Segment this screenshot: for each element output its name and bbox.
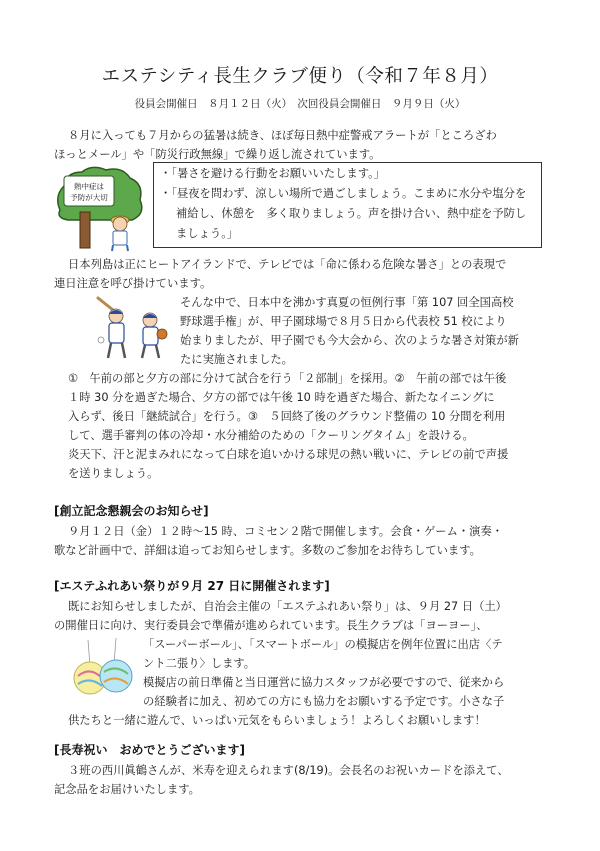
yoyo-balloons-illustration (66, 636, 142, 702)
festival-line-7: 供たちと一緒に遊んで、いっぱい元気をもらいましょう！よろしくお願いします！ (68, 714, 486, 727)
festival-line-5: 模擬店の前日準備と当日運営に協力スタッフが必要ですので、従来から (143, 676, 505, 689)
koshien-line-7: 入らず、後日「継続試合」を行う。③ ５回終了後のグラウンド整備の 10 分間を利用 (68, 410, 506, 423)
anniversary-line-1: ９月１２日（金）１２時～15 時、コミセン２階で開催します。会食・ゲーム・演奏・ (68, 525, 504, 538)
notice-line-1: ・「暑さを避ける行動をお願いいたします。」 (160, 167, 386, 180)
section-heading-festival: [エステふれあい祭りが９月 27 日に開催されます] (54, 579, 330, 593)
festival-line-1: 既にお知らせしましたが、自治会主催の「エステふれあい祭り」は、９月 27 日（土） (68, 600, 507, 613)
longevity-line-2: 記念品をお届けいたします。 (54, 783, 200, 796)
koshien-line-5: ① 午前の部と夕方の部に分けて試合を行う「２部制」を採用。② 午前の部では午後 (68, 372, 507, 385)
heat-line-2: 連日注意を呼び掛けています。 (54, 277, 212, 290)
sign-text-1: 熱中症は (74, 182, 104, 191)
longevity-line-1: ３班の西川眞鶴さんが、米寿を迎えられます(8/19)。会長名のお祝いカードを添えて、 (68, 764, 509, 777)
notice-line-2: ・「昼夜を問わず、涼しい場所で過ごしましょう。こまめに水分や塩分を (160, 187, 527, 200)
koshien-line-3: 始まりましたが、甲子園でも今大会から、次のような暑さ対策が新 (180, 334, 519, 347)
meeting-dates: 役員会開催日 ８月１２日（火） 次回役員会開催日 ９月９日（火） (134, 98, 466, 110)
section-heading-longevity: [長寿祝い おめでとうございます] (54, 743, 245, 757)
heat-line-1: 日本列島は正にヒートアイランドで、テレビでは「命に係わる危険な暑さ」との表現で (68, 258, 507, 271)
festival-line-2: の開催日に向け、実行委員会で準備が進められています。長生クラブは「ヨーヨー」、 (54, 619, 488, 632)
koshien-line-1: そんな中で、日本中を沸かす真夏の恒例行事「第 107 回全国高校 (180, 296, 514, 309)
intro-line-2: ほっとメール」や「防災行政無線」で繰り返し流されています。 (54, 148, 381, 161)
intro-line-1: ８月に入っても７月からの猛暑は続き、ほぼ毎日熱中症警戒アラートが「ところざわ (68, 129, 497, 142)
notice-line-3: 補給し、休憩を 多く取りましょう。声を掛け合い、熱中症を予防し (176, 207, 527, 220)
heatstroke-notice-box (153, 162, 542, 248)
baseball-players-illustration (92, 290, 176, 362)
koshien-line-9: 炎天下、汗と泥まみれになって白球を追いかける球児の熱い戦いに、テレビの前で声援 (68, 448, 509, 461)
anniversary-line-2: 歌など計画中で、詳細は追ってお知らせします。多数のご参加をお待ちしています。 (54, 544, 481, 557)
festival-line-3: 「スーパーボール」、「スマートボール」の模擬店を例年位置に出店〈テ (143, 638, 503, 651)
heatstroke-tree-illustration (52, 162, 148, 252)
section-heading-anniversary: [創立記念懇親会のお知らせ] (54, 504, 209, 518)
koshien-line-8: して、選手審判の体の冷却・水分補給のための「クーリングタイム」を設ける。 (68, 429, 474, 442)
koshien-line-4: たに実施されました。 (180, 353, 293, 366)
festival-line-6: の経験者に加え、初めての方にも協力をお願いする予定です。小さな子 (143, 695, 505, 708)
koshien-line-6: １時 30 分を過ぎた場合、夕方の部では午後 10 時を過ぎた場合、新たなイニングに (68, 391, 495, 404)
notice-line-4: ましょう。」 (176, 227, 239, 240)
sign-text-2: 予防が大切 (70, 193, 108, 202)
newsletter-title: エステシティ長生クラブ便り（令和７年８月） (101, 66, 499, 87)
koshien-line-2: 野球選手権」が、甲子園球場で８月５日から代表校 51 校により (180, 315, 507, 328)
koshien-line-10: を送りましょう。 (68, 467, 159, 480)
festival-line-4: ント二張り〉します。 (143, 657, 256, 670)
